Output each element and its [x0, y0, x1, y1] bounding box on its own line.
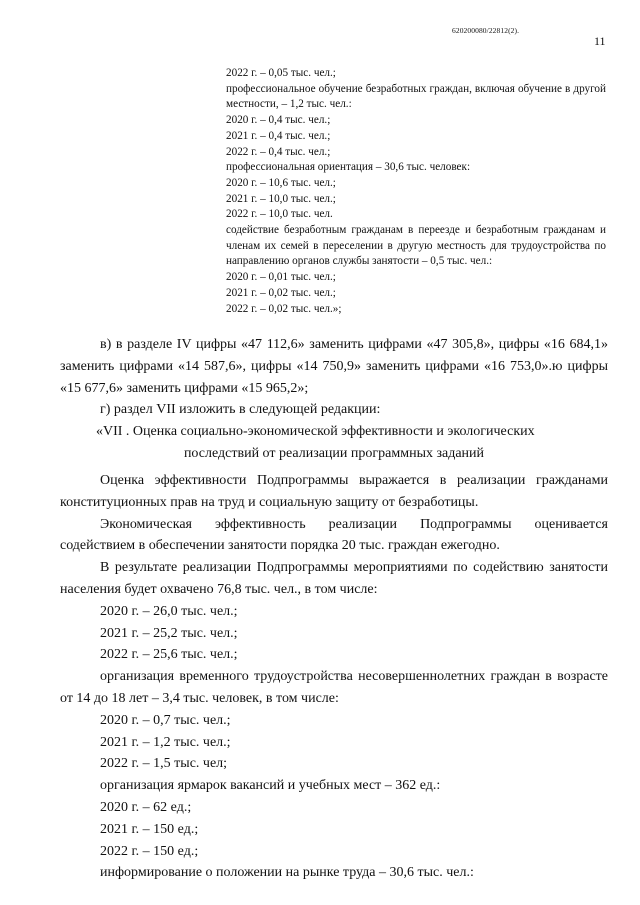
paragraph-g: г) раздел VII изложить в следующей редакции: [100, 402, 381, 418]
small-line: 2021 г. – 0,4 тыс. чел.; [226, 129, 331, 142]
amendment-section [60, 334, 608, 465]
section-heading-line1: «VII . Оценка социально-экономической эффективности и экологических [96, 424, 535, 440]
body-line: 2020 г. – 26,0 тыс. чел.; [100, 603, 238, 619]
body-paragraph: Оценка эффективности Подпрограммы выражается в реализации гражданами конституционных прав на труд и социальную защиту от безработицы. [60, 473, 608, 510]
section-heading-line2: последствий от реализации программных заданий [183, 445, 485, 461]
body-line: 2021 г. – 150 ед.; [100, 821, 199, 837]
body-paragraph: информирование о положении на рынке труда – 30,6 тыс. чел.: [100, 865, 474, 881]
body-paragraph: организация временного трудоустройства несовершеннолетних граждан в возрасте от 14 до 18 лет – 3,4 тыс. человек, в том числе: [60, 669, 608, 706]
small-line: профессиональная ориентация – 30,6 тыс. человек: [226, 161, 471, 174]
small-text-block [226, 66, 606, 317]
small-line: 2022 г. – 0,4 тыс. чел.; [226, 145, 331, 158]
body-line: 2022 г. – 25,6 тыс. чел.; [100, 647, 238, 663]
small-line: профессиональное обучение безработных граждан, включая обучение в другой местности, – 1,2 тыс. чел.: [226, 82, 606, 111]
small-line: 2021 г. – 0,02 тыс. чел.; [226, 286, 336, 299]
document-id: 620200080/22812(2). [452, 26, 520, 35]
body-paragraph: организация ярмарок вакансий и учебных мест – 362 ед.: [100, 778, 441, 794]
section-body [60, 470, 608, 884]
body-line: 2020 г. – 0,7 тыс. чел.; [100, 712, 231, 728]
body-line: 2022 г. – 150 ед.; [100, 843, 199, 859]
body-paragraph: Экономическая эффективность реализации Подпрограммы оценивается содействием в обеспечении занятости порядка 20 тыс. граждан ежегодно. [60, 516, 608, 554]
body-line: 2022 г. – 1,5 тыс. чел; [100, 756, 228, 772]
small-line: 2021 г. – 10,0 тыс. чел.; [226, 192, 336, 205]
body-line: 2020 г. – 62 ед.; [100, 799, 192, 815]
small-line: 2020 г. – 0,01 тыс. чел.; [226, 271, 336, 284]
small-line: 2020 г. – 0,4 тыс. чел.; [226, 114, 331, 127]
body-line: 2021 г. – 25,2 тыс. чел.; [100, 625, 238, 641]
small-line: 2022 г. – 10,0 тыс. чел. [226, 208, 333, 221]
body-line: 2021 г. – 1,2 тыс. чел.; [100, 734, 231, 750]
section-heading [60, 421, 608, 465]
small-line: 2022 г. – 0,05 тыс. чел.; [226, 67, 336, 79]
page-number: 11 [594, 34, 606, 48]
paragraph-v: в) в разделе IV цифры «47 112,6» заменить цифрами «47 305,8», цифры «16 684,1» заменить цифрами «14 587,6», цифры «14 750,9» заменить цифрами «16 753,0».ю цифры «15 677,6» заменить цифрами «15 965,2»; [60, 337, 608, 396]
body-paragraph: В результате реализации Подпрограммы мероприятиями по содействию занятости населения будет охвачено 76,8 тыс. чел., в том числе: [60, 560, 608, 597]
small-line: 2022 г. – 0,02 тыс. чел.»; [226, 302, 342, 315]
small-line: содействие безработным гражданам в переезде и безработным гражданам и членам их семей в переселении в другую местность для трудоустройства по направлению органов службы занятости – 0,5 тыс. чел.: [226, 224, 606, 268]
small-line: 2020 г. – 10,6 тыс. чел.; [226, 176, 336, 189]
